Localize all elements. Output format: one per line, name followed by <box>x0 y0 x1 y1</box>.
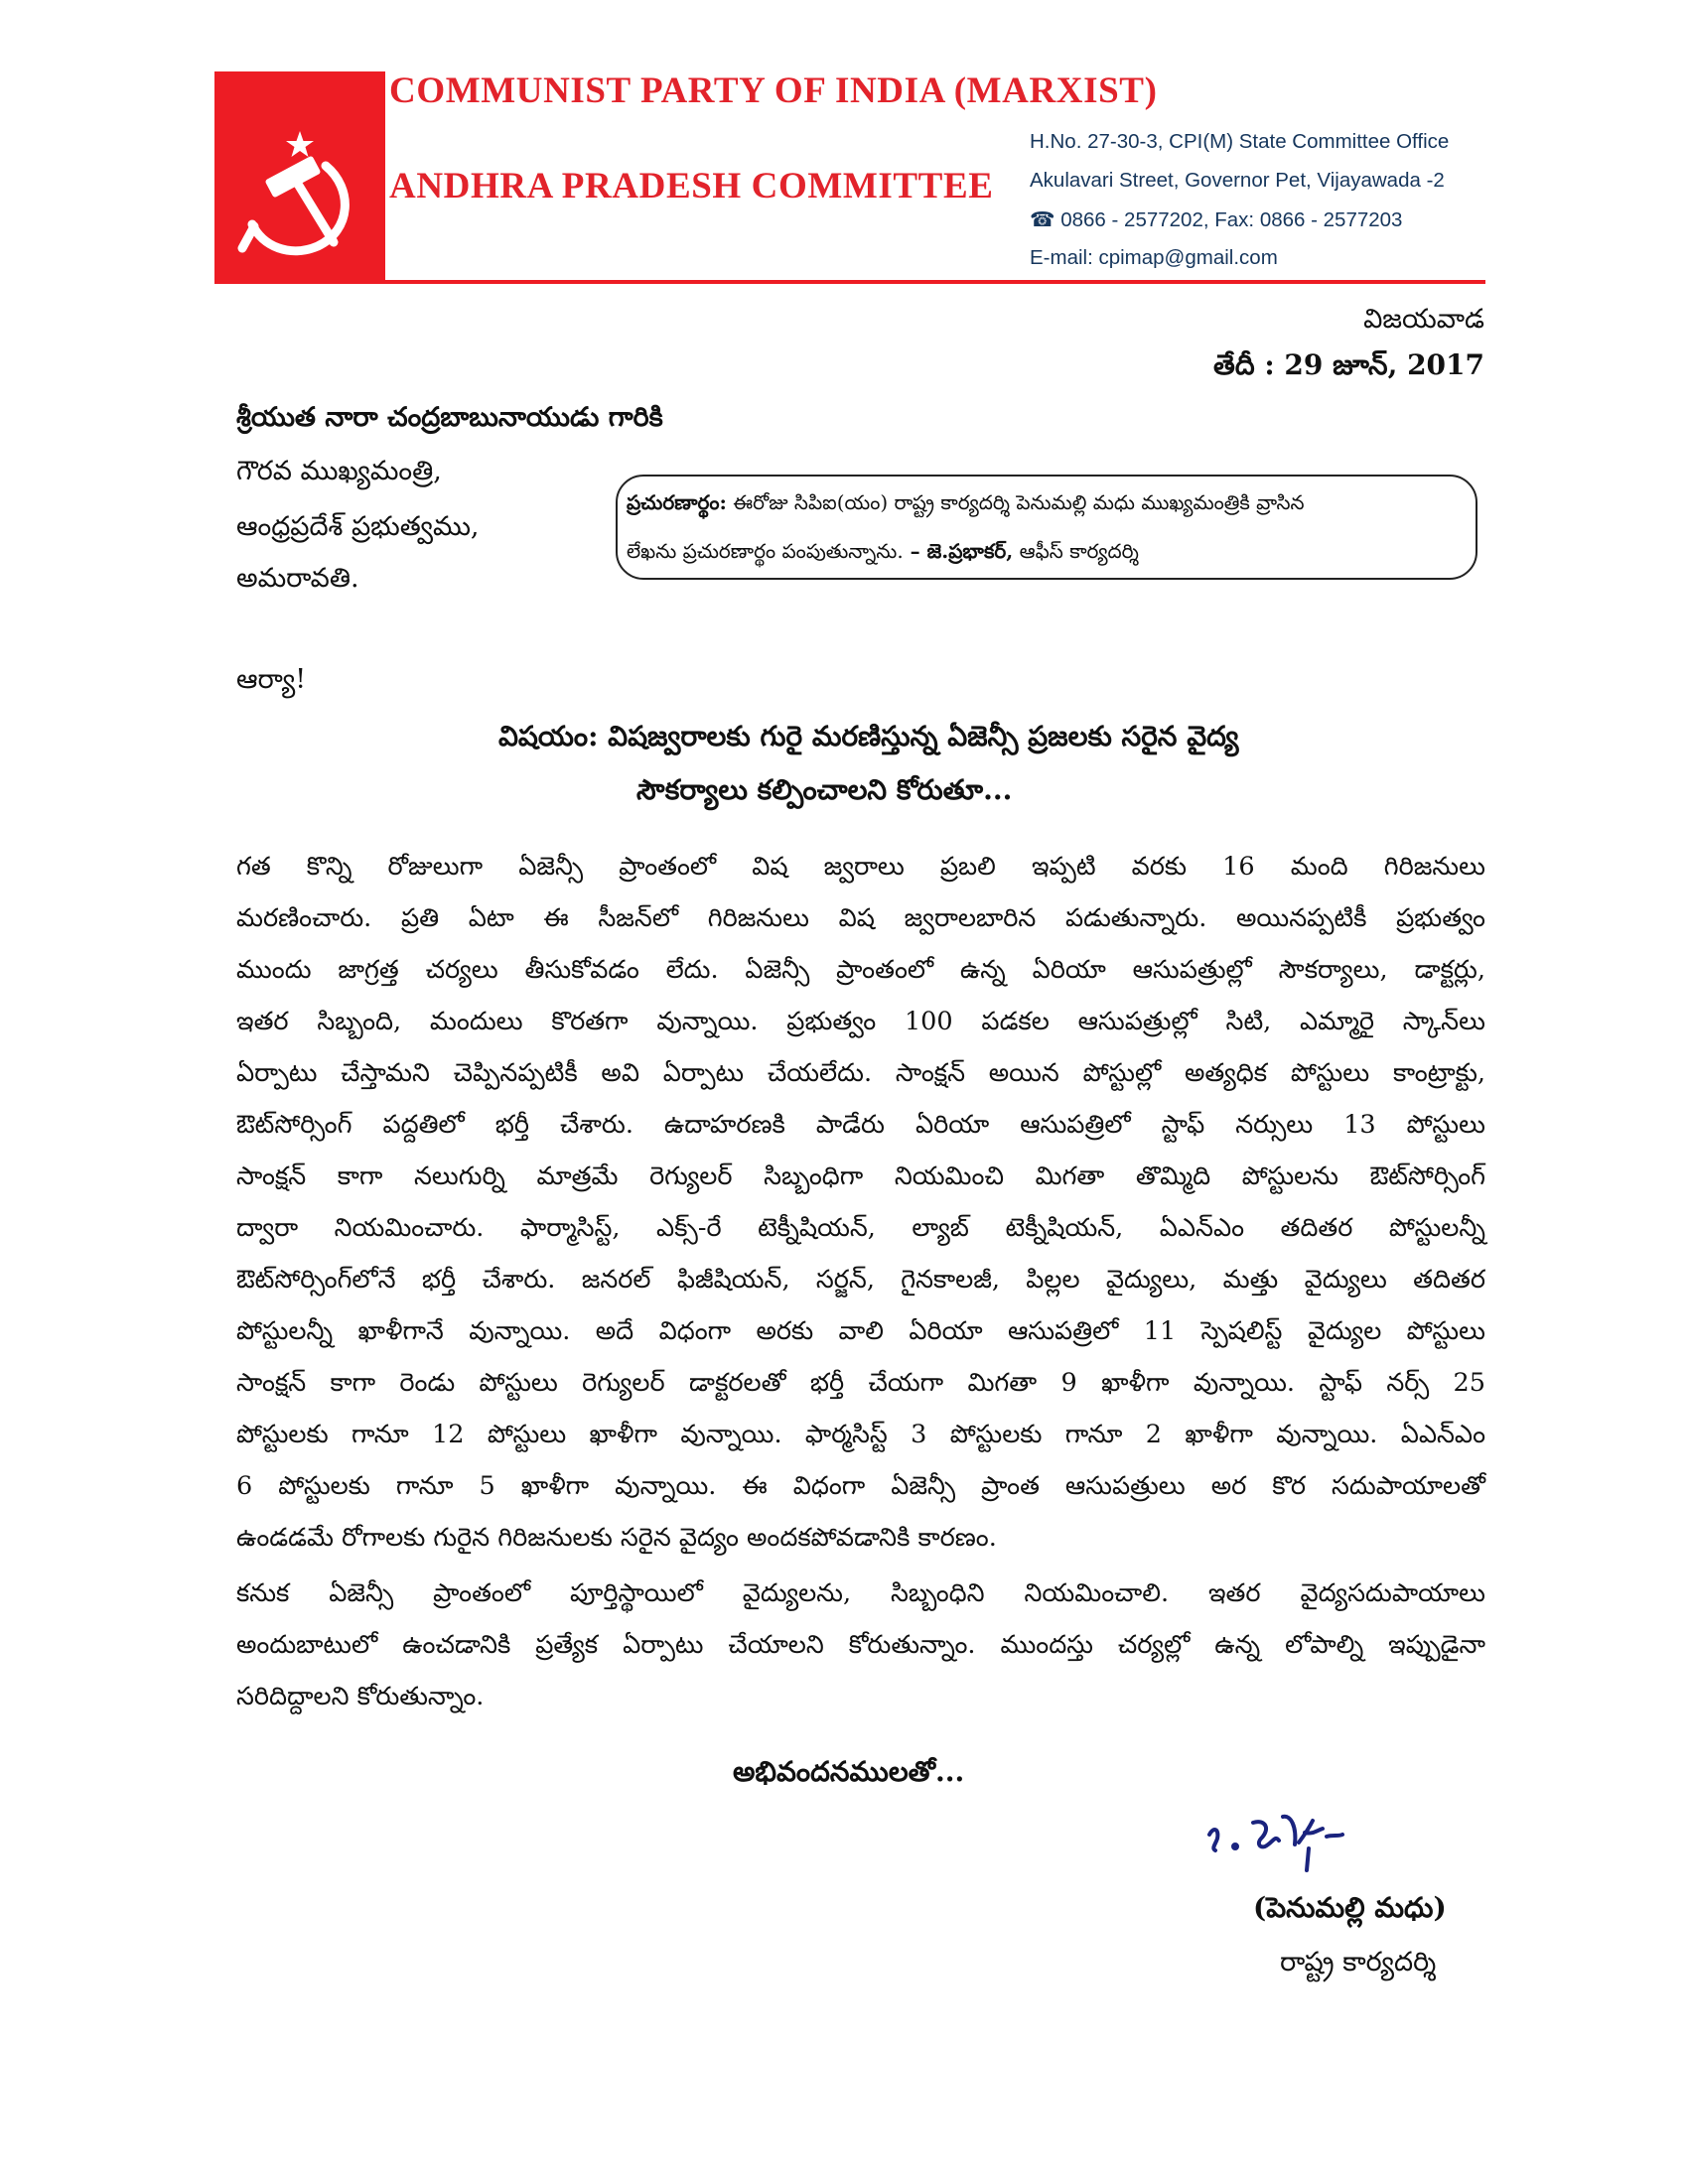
sickle-handle <box>242 226 254 248</box>
press-note-line-1 <box>627 490 1305 519</box>
body-line: ఉండడమే రోగాలకు గురైన గిరిజనులకు సరైన వైద్యం అందకపోవడానికి కారణం. <box>236 1523 997 1553</box>
hammer-sickle-star-icon <box>214 71 385 282</box>
body-line: అందుబాటులో ఉంచడానికి ప్రత్యేక ఏర్పాటు చేయాలని కోరుతున్నాం. ముందస్తు చర్యల్లో ఉన్న లోపాల్ని ఇప్పుడైనా <box>236 1630 1485 1660</box>
body-line: పోస్టులకు గానూ 12 పోస్టులు ఖాళీగా వున్నాయి. ఫార్మసిస్ట్‌ 3 పోస్టులకు గానూ 2 ఖాళీగా వున్నాయి. ఏఎన్‌ఎం <box>236 1420 1485 1449</box>
subject-line-2: సౌకర్యాలు కల్పించాలని కోరుతూ... <box>636 773 1013 806</box>
press-note-text: ఈరోజు సిపిఐ(యం) రాష్ట్ర కార్యదర్శి పెనుమల్లి మధు ముఖ్యమంత్రికి వ్రాసిన <box>726 490 1305 514</box>
hammer-head-icon <box>264 155 321 198</box>
signer-name: (పెనుమల్లి మధు) <box>1253 1891 1447 1924</box>
body-line: కనుక ఏజెన్సీ ప్రాంతంలో పూర్తిస్థాయిలో వైద్యులను, సిబ్బంధిని నియమించాలి. ఇతర వైద్యసదుపాయాలు <box>236 1578 1485 1608</box>
body-line: సాంక్షన్‌ కాగా నలుగుర్ని మాత్రమే రెగ్యులర్‌ సిబ్బంధిగా నియమించి మిగతా తొమ్మిది పోస్టులను ఔట్‌సోర్సింగ్‌ <box>236 1161 1485 1191</box>
star-icon <box>286 131 314 157</box>
salutation: ఆర్యా! <box>236 664 307 695</box>
press-note-label: ప్రచురణార్థం: <box>627 490 727 514</box>
letter-place: విజయవాడ <box>1363 304 1484 335</box>
recipient-designation: గౌరవ ముఖ్యమంత్రి, <box>236 456 442 486</box>
press-note-signer: – జె.ప్రభాకర్‌, <box>903 539 1014 563</box>
subject-line-1: విషయం: విషజ్వరాలకు గురై మరణిస్తున్న ఏజెన్సీ ప్రజలకు సరైన వైద్య <box>498 720 1239 752</box>
body-line: సాంక్షన్‌ కాగా రెండు పోస్టులు రెగ్యులర్‌ డాక్టరలతో భర్తీ చేయగా మిగతా 9 ఖాళీగా వున్నాయి. స్టాఫ్‌ నర్స్‌ 25 <box>236 1368 1485 1398</box>
body-line: గత కొన్ని రోజులుగా ఏజెన్సీ ప్రాంతంలో విష జ్వరాలు ప్రబలి ఇప్పటి వరకు 16 మంది గిరిజనులు <box>236 852 1485 882</box>
signature-icon <box>1201 1805 1400 1876</box>
party-name: COMMUNIST PARTY OF INDIA (MARXIST) <box>389 70 1158 111</box>
recipient-government: ఆంధ్రప్రదేశ్‌ ప్రభుత్వము, <box>236 511 480 542</box>
body-line: పోస్టులన్నీ ఖాళీగానే వున్నాయి. అదే విధంగా అరకు వాలి ఏరియా ఆసుపత్రిలో 11 స్పెషలిస్ట్‌ వైద్యుల పోస్టులు <box>236 1316 1485 1346</box>
press-note-text-2: లేఖను ప్రచురణార్థం పంపుతున్నాను. <box>627 539 904 563</box>
body-line: 6 పోస్టులకు గానూ 5 ఖాళీగా వున్నాయి. ఈ విధంగా ఏజెన్సీ ప్రాంత ఆసుపత్రులు అర కొర సదుపాయాలతో <box>236 1471 1485 1501</box>
body-line: ఇతర సిబ్బంది, మందులు కొరతగా వున్నాయి. ప్రభుత్వం 100 పడకల ఆసుపత్రుల్లో సిటి, ఎమ్మారై స్కాన్‌లు <box>236 1007 1485 1036</box>
address-line-2: Akulavari Street, Governor Pet, Vijayawada -2 <box>1030 169 1445 192</box>
recipient-name: శ్రీయుత నారా చంద్రబాబునాయుడు గారికి <box>236 402 663 433</box>
email-line[interactable]: E-mail: cpimap@gmail.com <box>1030 246 1278 269</box>
signer-title: రాష్ట్ర కార్యదర్శి <box>1280 1947 1437 1978</box>
body-line: ఔట్‌సోర్సింగ్‌లోనే భర్తీ చేశారు. జనరల్‌ ఫిజీషియన్‌, సర్జన్‌, గైనకాలజీ, పిల్లల వైద్యులు, మత్తు వైద్యులు తదితర <box>236 1265 1485 1295</box>
phone-line: ☎ 0866 - 2577202, Fax: 0866 - 2577203 <box>1030 208 1403 231</box>
press-note-signer-role: ఆఫీస్‌ కార్యదర్శి <box>1013 539 1139 563</box>
address-line-1: H.No. 27-30-3, CPI(M) State Committee Office <box>1030 130 1450 153</box>
body-line: మరణించారు. ప్రతి ఏటా ఈ సీజన్‌లో గిరిజనులు విష జ్వరాలబారిన పడుతున్నారు. అయినప్పటికీ ప్రభుత్వం <box>236 903 1485 933</box>
recipient-city: అమరావతి. <box>236 563 359 594</box>
party-logo <box>214 71 385 282</box>
closing-greeting: అభివందనములతో... <box>733 1755 965 1788</box>
header-rule <box>214 280 1485 284</box>
letter-date: తేదీ : 29 జూన్‌, 2017 <box>1213 348 1484 381</box>
handwritten-signature <box>1201 1805 1400 1876</box>
body-line: సరిదిద్దాలని కోరుతున్నాం. <box>236 1682 485 1711</box>
committee-name: ANDHRA PRADESH COMMITTEE <box>389 166 994 206</box>
body-line: ద్వారా నియమించారు. ఫార్మాసిస్ట్‌, ఎక్స్‌-రే టెక్నీషియన్‌, ల్యాబ్‌ టెక్నీషియన్‌, ఏఎన్‌ఎం తదితర పోస్టులన్నీ <box>236 1213 1485 1243</box>
body-line: ఏర్పాటు చేస్తామని చెప్పినప్పటికీ అవి ఏర్పాటు చేయలేదు. సాంక్షన్‌ అయిన పోస్టుల్లో అత్యధిక పోస్టులు కాంట్రాక్టు, <box>236 1058 1485 1088</box>
press-note-line-2 <box>627 539 1139 568</box>
hammer-handle <box>296 181 334 242</box>
body-line: ఔట్‌సోర్సింగ్‌ పద్దతిలో భర్తీ చేశారు. ఉదాహరణకి పాడేరు ఏరియా ఆసుపత్రిలో స్టాఫ్‌ నర్సులు 13 పోస్టులు <box>236 1110 1485 1140</box>
body-line: ముందు జాగ్రత్త చర్యలు తీసుకోవడం లేదు. ఏజెన్సీ ప్రాంతంలో ఉన్న ఏరియా ఆసుపత్రుల్లో సౌకర్యాలు, డాక్టర్లు, <box>236 955 1485 985</box>
